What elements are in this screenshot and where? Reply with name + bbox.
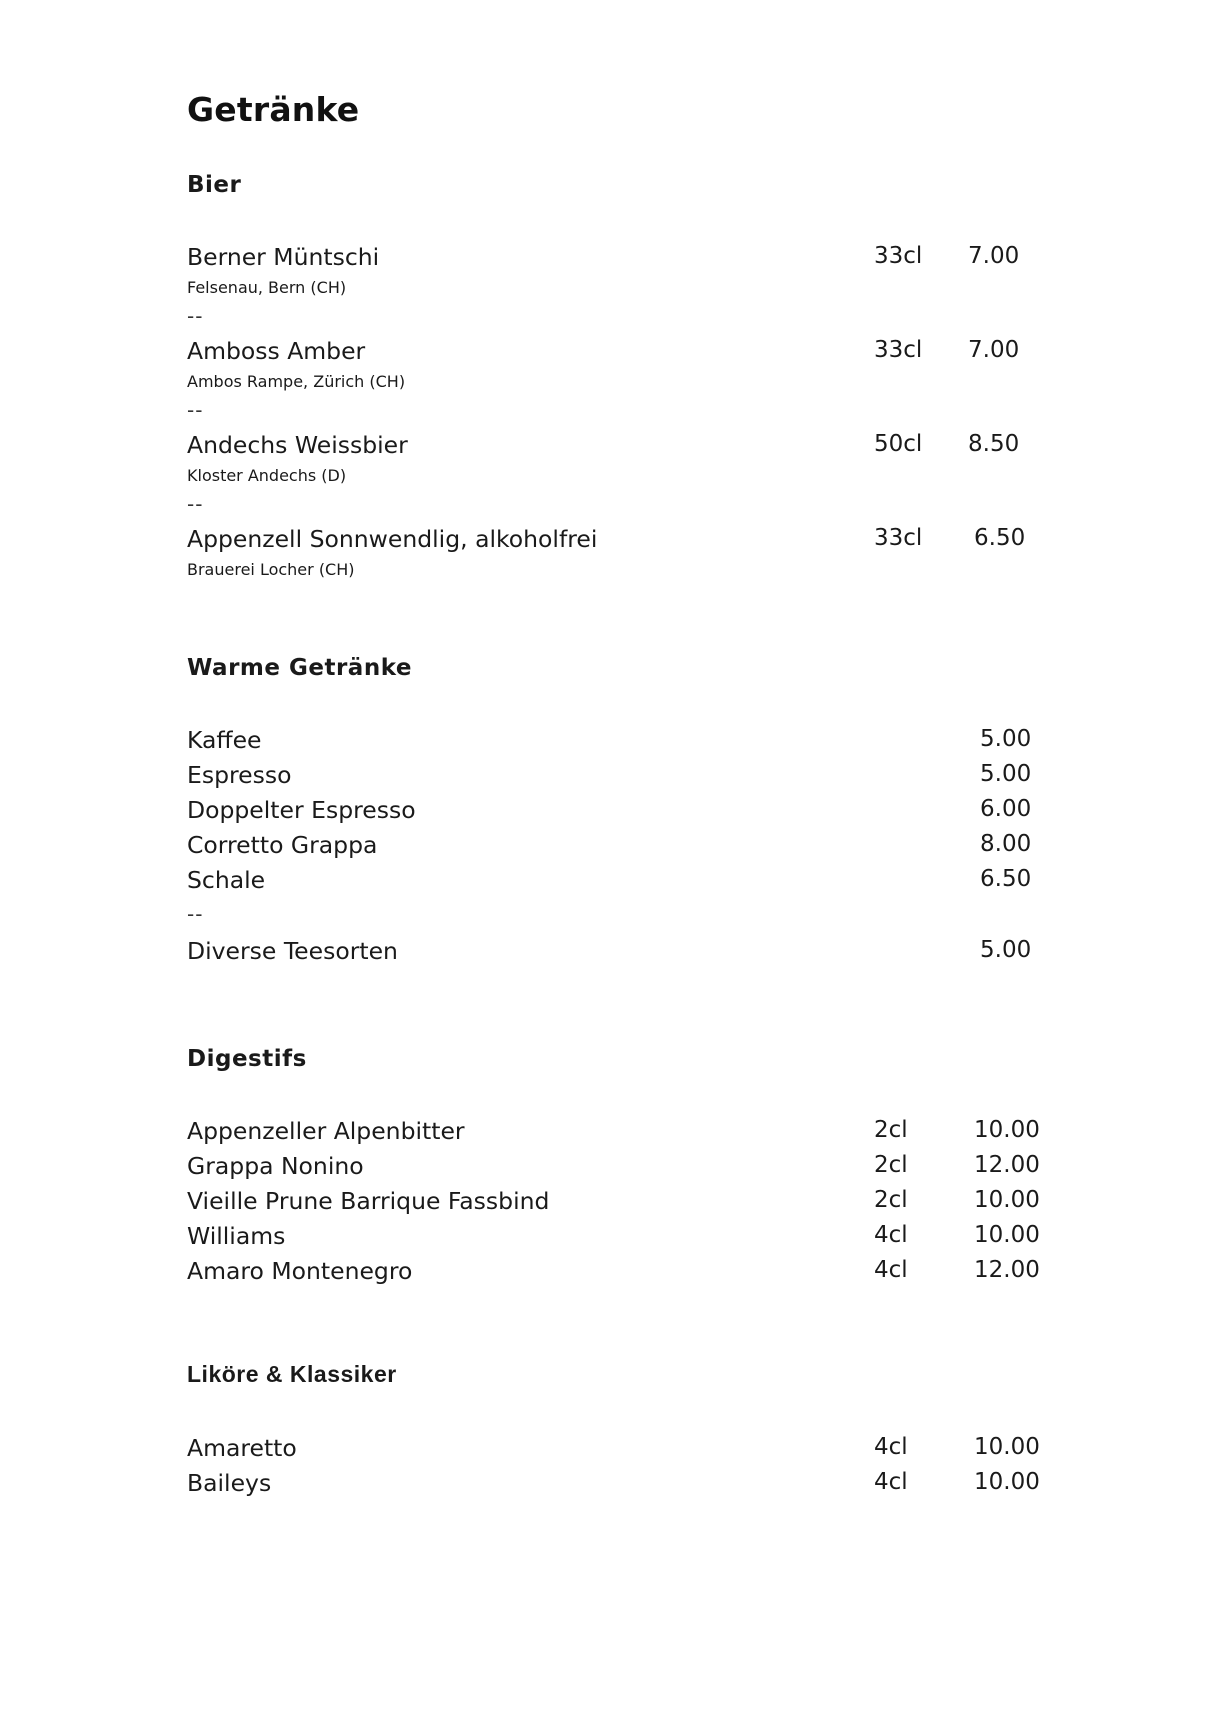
menu-item-price: 5.00 xyxy=(980,726,1032,752)
menu-item-name: Schale xyxy=(187,866,266,894)
menu-item-price: 10.00 xyxy=(974,1187,1040,1213)
menu-item-price: 5.00 xyxy=(980,937,1032,963)
menu-item-name: Andechs Weissbier xyxy=(187,431,408,459)
menu-item-price: 6.00 xyxy=(980,796,1032,822)
menu-item-price: 12.00 xyxy=(974,1152,1040,1178)
menu-item-name: Diverse Teesorten xyxy=(187,937,398,965)
menu-item-price: 10.00 xyxy=(974,1434,1040,1460)
menu-item-volume: 4cl xyxy=(874,1257,908,1283)
menu-item-name: Williams xyxy=(187,1222,286,1250)
menu-item-name: Amaro Montenegro xyxy=(187,1257,413,1285)
menu-item-price: 5.00 xyxy=(980,761,1032,787)
page-title: Getränke xyxy=(187,90,360,129)
menu-item-volume: 2cl xyxy=(874,1152,908,1178)
menu-item-volume: 2cl xyxy=(874,1187,908,1213)
menu-item-price: 10.00 xyxy=(974,1117,1040,1143)
menu-item-price: 12.00 xyxy=(974,1257,1040,1283)
menu-item-name: Baileys xyxy=(187,1469,272,1497)
menu-item-origin: Kloster Andechs (D) xyxy=(187,466,347,485)
menu-item-origin: Felsenau, Bern (CH) xyxy=(187,278,347,297)
menu-item-name: Berner Müntschi xyxy=(187,243,380,271)
menu-item-volume: 4cl xyxy=(874,1469,908,1495)
menu-item-volume: 2cl xyxy=(874,1117,908,1143)
section-heading-bier: Bier xyxy=(187,172,242,198)
menu-item-price: 8.50 xyxy=(968,431,1020,457)
section-heading-warme-getraenke: Warme Getränke xyxy=(187,655,412,681)
menu-item-name: Grappa Nonino xyxy=(187,1152,364,1180)
section-heading-likoere-klassiker: Liköre & Klassiker xyxy=(187,1361,397,1387)
menu-item-name: Corretto Grappa xyxy=(187,831,378,859)
menu-item-price: 6.50 xyxy=(980,866,1032,892)
menu-item-origin: Ambos Rampe, Zürich (CH) xyxy=(187,372,406,391)
item-separator: -- xyxy=(187,304,204,328)
menu-item-price: 10.00 xyxy=(974,1222,1040,1248)
item-separator: -- xyxy=(187,492,204,516)
menu-item-volume: 4cl xyxy=(874,1222,908,1248)
menu-item-volume: 33cl xyxy=(874,337,923,363)
menu-item-price: 7.00 xyxy=(968,243,1020,269)
menu-item-volume: 50cl xyxy=(874,431,923,457)
menu-item-name: Espresso xyxy=(187,761,292,789)
menu-item-volume: 33cl xyxy=(874,525,923,551)
menu-item-name: Kaffee xyxy=(187,726,262,754)
menu-item-volume: 33cl xyxy=(874,243,923,269)
menu-item-origin: Brauerei Locher (CH) xyxy=(187,560,355,579)
menu-item-price: 6.50 xyxy=(974,525,1026,551)
menu-item-price: 7.00 xyxy=(968,337,1020,363)
item-separator: -- xyxy=(187,398,204,422)
section-heading-digestifs: Digestifs xyxy=(187,1046,307,1072)
menu-item-name: Amboss Amber xyxy=(187,337,366,365)
menu-item-price: 10.00 xyxy=(974,1469,1040,1495)
menu-item-name: Vieille Prune Barrique Fassbind xyxy=(187,1187,550,1215)
menu-item-price: 8.00 xyxy=(980,831,1032,857)
item-separator: -- xyxy=(187,902,204,926)
menu-item-name: Amaretto xyxy=(187,1434,297,1462)
menu-item-name: Appenzeller Alpenbitter xyxy=(187,1117,465,1145)
menu-item-name: Doppelter Espresso xyxy=(187,796,416,824)
menu-item-volume: 4cl xyxy=(874,1434,908,1460)
menu-item-name: Appenzell Sonnwendlig, alkoholfrei xyxy=(187,525,598,553)
